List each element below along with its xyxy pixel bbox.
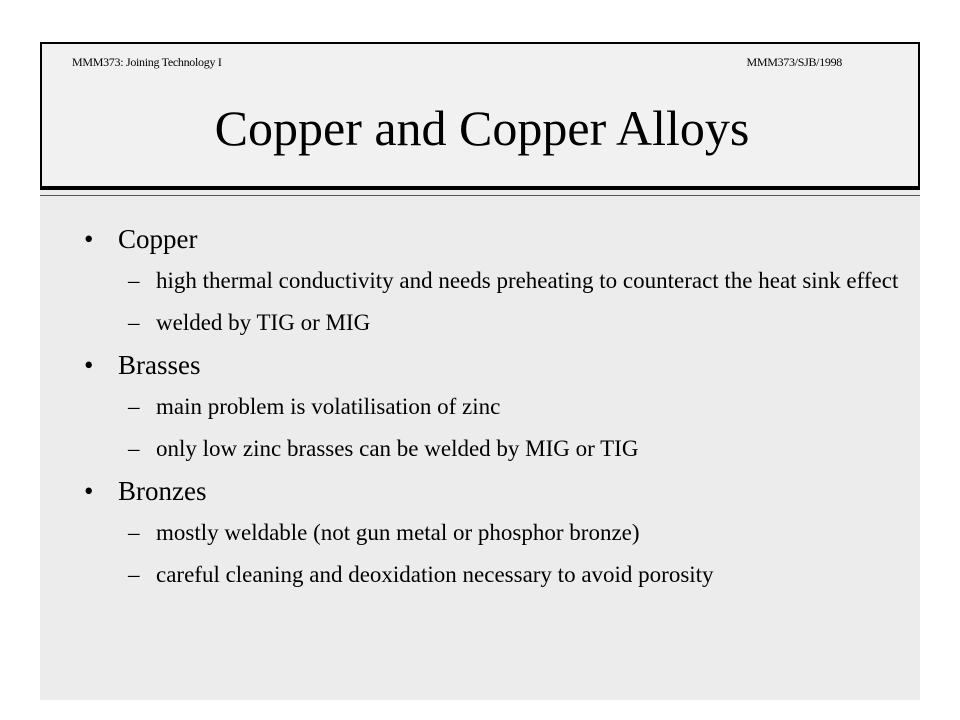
dash-icon: – xyxy=(128,520,140,545)
header-divider-thin xyxy=(40,195,920,196)
sub-list xyxy=(80,264,900,340)
sub-item xyxy=(80,306,900,340)
sub-item xyxy=(80,516,900,550)
header-divider xyxy=(40,186,920,190)
sub-item-text: high thermal conductivity and needs preheating to counteract the heat sink effect xyxy=(156,268,899,293)
bullet-icon: • xyxy=(84,476,94,506)
slide-header xyxy=(40,42,920,186)
sub-item xyxy=(80,264,900,298)
slide xyxy=(40,42,920,700)
sub-item-text: only low zinc brasses can be welded by MIG or TIG xyxy=(156,436,639,461)
dash-icon: – xyxy=(128,436,140,461)
dash-icon: – xyxy=(128,394,140,419)
dash-icon: – xyxy=(128,268,140,293)
sub-item xyxy=(80,432,900,466)
course-code: MMM373/SJB/1998 xyxy=(746,55,842,69)
course-title: MMM373: Joining Technology I xyxy=(72,55,222,69)
slide-title: Copper and Copper Alloys xyxy=(214,100,750,156)
sub-item-text: careful cleaning and deoxidation necessary to avoid porosity xyxy=(156,562,714,587)
slide-content xyxy=(80,222,900,600)
bullet-heading xyxy=(80,222,900,256)
dash-icon: – xyxy=(128,562,140,587)
bullet-icon: • xyxy=(84,224,94,254)
sub-list xyxy=(80,390,900,466)
sub-item xyxy=(80,390,900,424)
sub-item-text: welded by TIG or MIG xyxy=(156,310,371,335)
sub-item-text: main problem is volatilisation of zinc xyxy=(156,394,501,419)
bullet-heading xyxy=(80,348,900,382)
sub-list xyxy=(80,516,900,592)
bullet-icon: • xyxy=(84,350,94,380)
bullet-heading-text: Brasses xyxy=(118,350,201,380)
sub-item xyxy=(80,558,900,592)
bullet-heading-text: Copper xyxy=(118,224,198,254)
bullet-heading xyxy=(80,474,900,508)
sub-item-text: mostly weldable (not gun metal or phosphor bronze) xyxy=(156,520,640,545)
bullet-heading-text: Bronzes xyxy=(118,476,207,506)
dash-icon: – xyxy=(128,310,140,335)
